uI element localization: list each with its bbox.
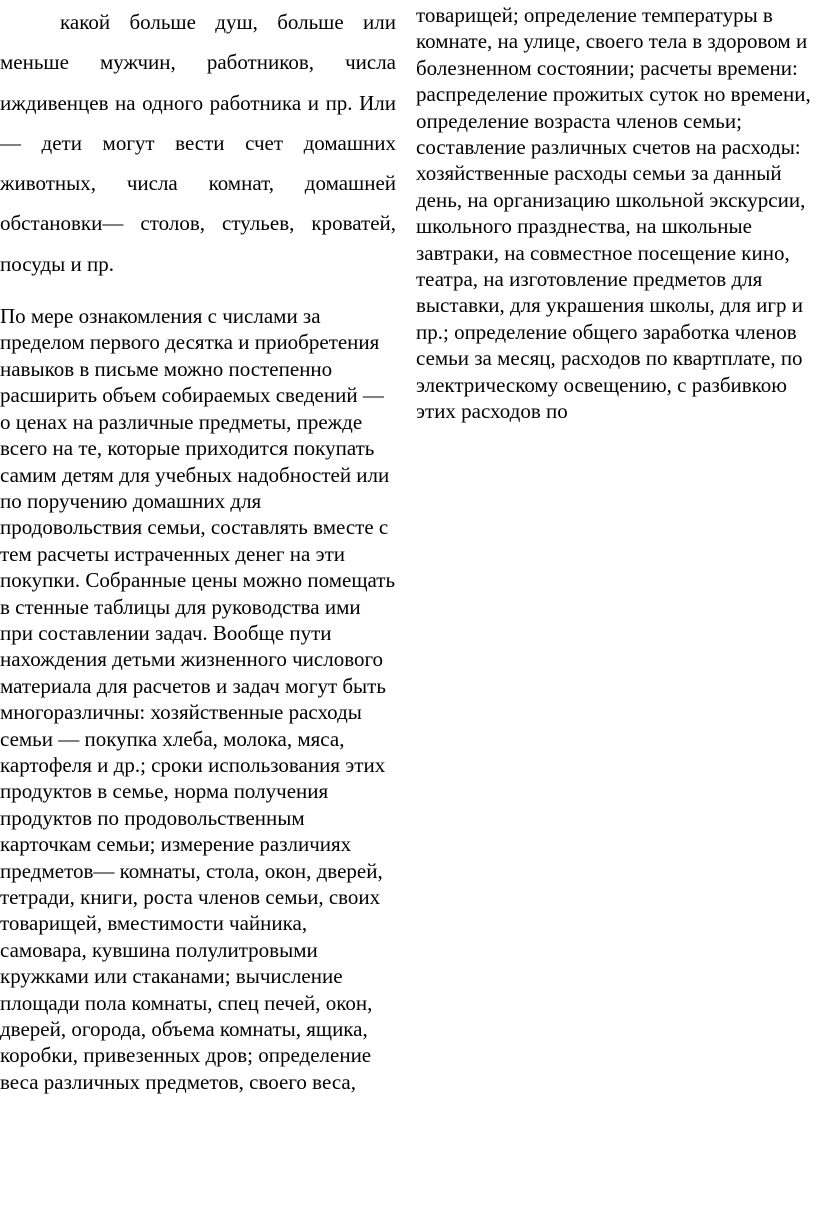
body-paragraph-left: По мере ознакомления с числами за пределом первого десятка и приобретения навыков в письме можно постепенно расширить объем собираемых сведений — о ценах на различные предметы, прежде всего на те, которые приходится покупать самим детям для учебных надобностей или по поручению домашних для продовольствия семьи, составлять вместе с тем расчеты истраченных денег на эти покупки. Собранные цены можно помещать в стенные таблицы для руководства ими при составлении задач. Вообще пути нахождения детьми жизненного числового материала для расчетов и задач могут быть многоразличны: хозяйственные расходы семьи — покупка хлеба, молока, мяса, картофеля и др.; сроки использования этих продуктов в семье, норма получения продуктов по продовольственным карточкам семьи; измерение различиях предметов— комнаты, стола, окон, дверей, тетради, книги, роста членов семьи, своих товарищей, вместимости чайника, самовара, кувшина полулитровыми кружками или стаканами; вычисление площади пола комнаты, спец печей, окон, дверей, огорода, объема комнаты, ящика, коробки, привезенных дров; определение веса различных предметов, своего веса,	[0, 304, 396, 1094]
left-column	[0, 0, 396, 1095]
right-column	[416, 0, 812, 425]
intro-paragraph: какой больше душ, больше или меньше мужчин, работников, числа иждивенцев на одного работника и пр. Или — дети могут вести счет домашних животных, числа комнат, домашней обстановки— столов, стульев, кроватей, посуды и пр.	[0, 10, 396, 276]
body-paragraph-right: товарищей; определение температуры в комнате, на улице, своего тела в здоровом и болезненном состоянии; расчеты времени: распределение прожитых суток но времени, определение возраста членов семьи; составление различных счетов на расходы: хозяйственные расходы семьи за данный день, на организацию школьной экскурсии, школьного празднества, на школьные завтраки, на совместное посещение кино, театра, на изготовление предметов для выставки, для украшения школы, для игр и пр.; определение общего заработка членов семьи за месяц, расходов по квартплате, по электрическому освещению, с разбивкою этих расходов по	[416, 3, 811, 424]
